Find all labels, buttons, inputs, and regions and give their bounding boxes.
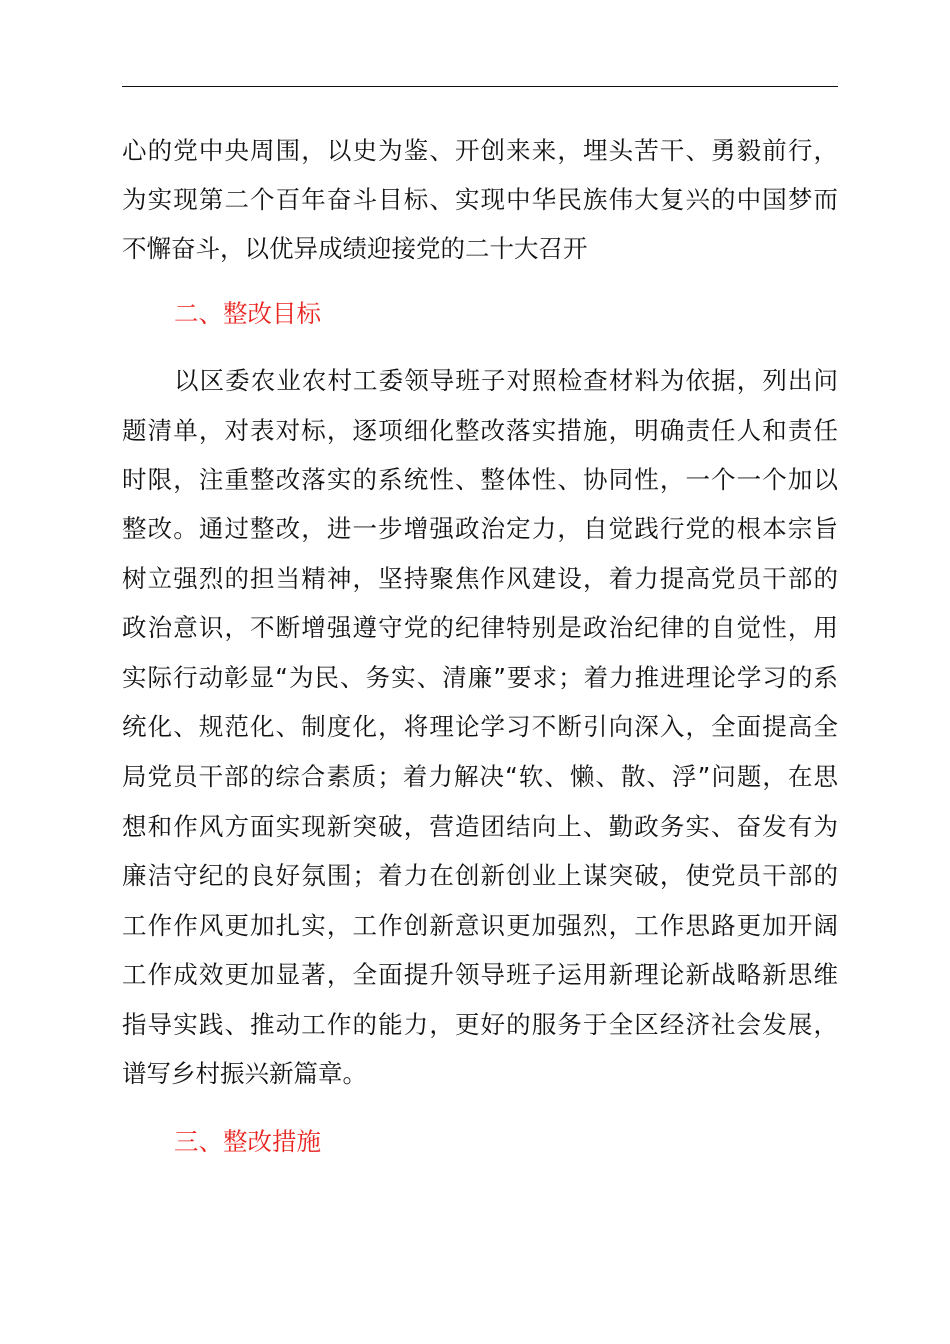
goals-line-6: 政治意识，不断增强遵守党的纪律特别是政治纪律的自觉性，用: [122, 613, 838, 642]
goals-line-11: 廉洁守纪的良好氛围；着力在创新创业上谋突破，使党员干部的: [122, 861, 838, 890]
goals-line-3: 时限，注重整改落实的系统性、整体性、协同性，一个一个加以: [122, 465, 838, 494]
goals-line-5: 树立强烈的担当精神，坚持聚焦作风建设，着力提高党员干部的: [122, 564, 838, 593]
goals-line-14: 指导实践、推动工作的能力，更好的服务于全区经济社会发展，: [122, 1010, 838, 1039]
goals-line-9: 局党员干部的综合素质；着力解决“软、懒、散、浮”问题，在思: [122, 762, 838, 791]
goals-line-8: 统化、规范化、制度化，将理论学习不断引向深入，全面提高全: [122, 712, 838, 741]
goals-line-4: 整改。通过整改，进一步增强政治定力，自觉践行党的根本宗旨: [122, 514, 838, 543]
section-heading-goals: 二、整改目标: [174, 299, 321, 328]
intro-line-2: 为实现第二个百年奋斗目标、实现中华民族伟大复兴的中国梦而: [122, 185, 838, 214]
goals-line-1: 以区委农业农村工委领导班子对照检查材料为依据，列出问: [174, 366, 838, 395]
goals-line-12: 工作作风更加扎实，工作创新意识更加强烈，工作思路更加开阔: [122, 911, 838, 940]
goals-line-2: 题清单，对表对标，逐项细化整改落实措施，明确责任人和责任: [122, 416, 838, 445]
section-heading-measures: 三、整改措施: [174, 1127, 321, 1156]
goals-line-15: 谱写乡村振兴新篇章。: [122, 1059, 367, 1088]
header-rule: [122, 86, 838, 87]
intro-line-1: 心的党中央周围，以史为鉴、开创来来，埋头苦干、勇毅前行，: [122, 136, 838, 165]
goals-line-7: 实际行动彰显“为民、务实、清廉”要求；着力推进理论学习的系: [122, 663, 838, 692]
goals-line-10: 想和作风方面实现新突破，营造团结向上、勤政务实、奋发有为: [122, 812, 838, 841]
intro-line-3: 不懈奋斗，以优异成绩迎接党的二十大召开: [122, 234, 588, 263]
goals-line-13: 工作成效更加显著，全面提升领导班子运用新理论新战略新思维: [122, 960, 838, 989]
